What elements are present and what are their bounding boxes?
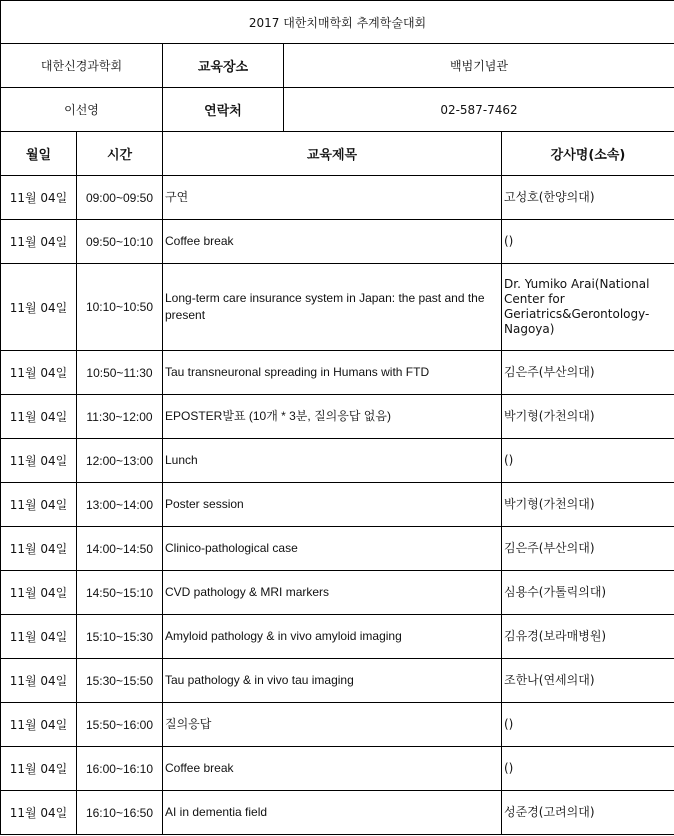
table-row	[1, 571, 674, 615]
row-date: 11월 04일	[1, 659, 77, 703]
row-time: 16:00~16:10	[77, 747, 163, 791]
row-lecturer: 고성호(한양의대)	[502, 176, 674, 220]
row-date: 11월 04일	[1, 439, 77, 483]
column-header-date: 월일	[1, 132, 77, 176]
table-row	[1, 176, 674, 220]
row-topic: Coffee break	[163, 220, 502, 264]
row-topic: 질의응답	[163, 703, 502, 747]
row-topic: AI in dementia field	[163, 791, 502, 835]
row-date: 11월 04일	[1, 571, 77, 615]
row-topic: Coffee break	[163, 747, 502, 791]
contact-name: 이선영	[1, 88, 163, 132]
table-row	[1, 264, 674, 351]
row-topic: EPOSTER발표 (10개 * 3분, 질의응답 없음)	[163, 395, 502, 439]
row-date: 11월 04일	[1, 747, 77, 791]
row-time: 10:10~10:50	[77, 264, 163, 351]
row-time: 09:50~10:10	[77, 220, 163, 264]
row-topic: Long-term care insurance system in Japan: the past and the present	[163, 264, 502, 351]
table-row	[1, 351, 674, 395]
column-header-lecturer: 강사명(소속)	[502, 132, 674, 176]
row-topic: Amyloid pathology & in vivo amyloid imaging	[163, 615, 502, 659]
row-topic: Tau transneuronal spreading in Humans with FTD	[163, 351, 502, 395]
row-topic: CVD pathology & MRI markers	[163, 571, 502, 615]
row-lecturer: 성준경(고려의대)	[502, 791, 674, 835]
table-row	[1, 395, 674, 439]
contact-value: 02-587-7462	[284, 88, 674, 132]
table-row	[1, 659, 674, 703]
row-lecturer: 박기형(가천의대)	[502, 483, 674, 527]
organizer-value: 대한신경과학회	[1, 44, 163, 88]
schedule-body	[1, 176, 674, 835]
row-lecturer: ()	[502, 220, 674, 264]
row-time: 16:10~16:50	[77, 791, 163, 835]
row-date: 11월 04일	[1, 527, 77, 571]
row-time: 09:00~09:50	[77, 176, 163, 220]
row-lecturer: ()	[502, 703, 674, 747]
column-header-topic: 교육제목	[163, 132, 502, 176]
row-lecturer: 조한나(연세의대)	[502, 659, 674, 703]
row-date: 11월 04일	[1, 176, 77, 220]
row-time: 15:30~15:50	[77, 659, 163, 703]
row-time: 11:30~12:00	[77, 395, 163, 439]
row-date: 11월 04일	[1, 615, 77, 659]
column-header-time: 시간	[77, 132, 163, 176]
row-lecturer: ()	[502, 439, 674, 483]
page-title: 2017 대한치매학회 추계학술대회	[1, 1, 674, 44]
row-topic: Tau pathology & in vivo tau imaging	[163, 659, 502, 703]
row-lecturer: 박기형(가천의대)	[502, 395, 674, 439]
row-time: 13:00~14:00	[77, 483, 163, 527]
row-lecturer: 김유경(보라매병원)	[502, 615, 674, 659]
table-row	[1, 220, 674, 264]
table-row	[1, 483, 674, 527]
row-topic: 구연	[163, 176, 502, 220]
row-time: 15:50~16:00	[77, 703, 163, 747]
row-time: 14:50~15:10	[77, 571, 163, 615]
table-row	[1, 439, 674, 483]
row-date: 11월 04일	[1, 395, 77, 439]
table-row	[1, 703, 674, 747]
row-lecturer: ()	[502, 747, 674, 791]
table-row	[1, 791, 674, 835]
venue-value: 백범기념관	[284, 44, 674, 88]
row-time: 15:10~15:30	[77, 615, 163, 659]
row-date: 11월 04일	[1, 351, 77, 395]
table-row	[1, 615, 674, 659]
row-time: 12:00~13:00	[77, 439, 163, 483]
row-date: 11월 04일	[1, 483, 77, 527]
contact-label: 연락처	[163, 88, 284, 132]
row-time: 14:00~14:50	[77, 527, 163, 571]
row-topic: Poster session	[163, 483, 502, 527]
row-lecturer: 김은주(부산의대)	[502, 351, 674, 395]
table-row	[1, 747, 674, 791]
row-lecturer: 김은주(부산의대)	[502, 527, 674, 571]
row-lecturer: Dr. Yumiko Arai(National Center for Geriatrics&Gerontology-Nagoya)	[502, 264, 674, 351]
row-lecturer: 심용수(가톨릭의대)	[502, 571, 674, 615]
row-date: 11월 04일	[1, 703, 77, 747]
venue-label: 교육장소	[163, 44, 284, 88]
row-date: 11월 04일	[1, 264, 77, 351]
row-date: 11월 04일	[1, 220, 77, 264]
row-time: 10:50~11:30	[77, 351, 163, 395]
row-date: 11월 04일	[1, 791, 77, 835]
row-topic: Lunch	[163, 439, 502, 483]
table-row	[1, 527, 674, 571]
row-topic: Clinico-pathological case	[163, 527, 502, 571]
